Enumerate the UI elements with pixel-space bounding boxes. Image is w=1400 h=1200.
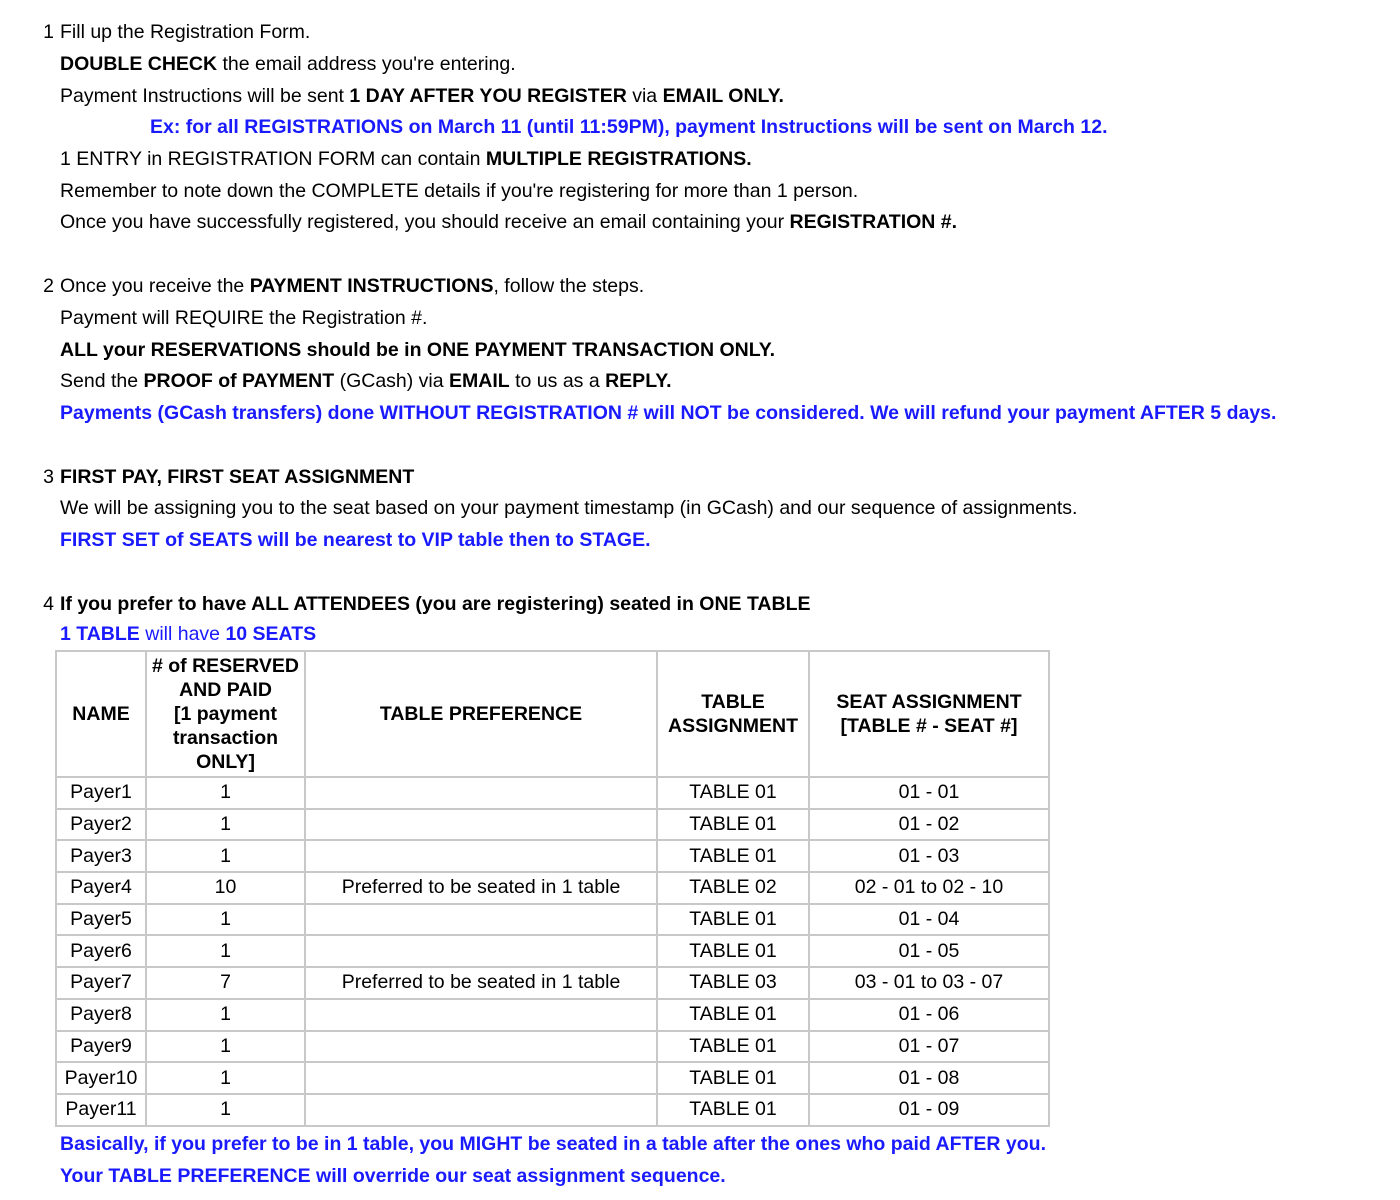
cell-table-preference [305, 999, 657, 1031]
one-table-strong: 1 TABLE [60, 623, 140, 645]
header-reserved-line2: AND PAID [179, 679, 272, 701]
cell-table-preference [305, 1094, 657, 1126]
pay-email-only: EMAIL ONLY. [662, 85, 784, 107]
cell-table-preference [305, 935, 657, 967]
step2-receive [60, 270, 644, 302]
cell-name: Payer11 [56, 1094, 146, 1126]
cell-reserved-count: 7 [146, 967, 305, 999]
cell-table-preference [305, 809, 657, 841]
cell-table-assignment: TABLE 01 [657, 777, 809, 809]
cell-reserved-count: 10 [146, 872, 305, 904]
ten-seats-strong: 10 SEATS [225, 623, 317, 645]
cell-seat-assignment: 01 - 09 [809, 1094, 1049, 1126]
step1-once-registered [60, 206, 957, 238]
cell-seat-assignment: 01 - 04 [809, 904, 1049, 936]
header-reserved-line4: transaction [172, 727, 279, 749]
cell-name: Payer2 [56, 809, 146, 841]
table-row [56, 1094, 1049, 1126]
step2-all-reservations: ALL your RESERVATIONS should be in ONE PAYMENT TRANSACTION ONLY. [60, 339, 776, 361]
once-strong: REGISTRATION #. [789, 211, 958, 233]
cell-table-preference [305, 1031, 657, 1063]
once-prefix: Once you have successfully registered, you should receive an email containing your [60, 211, 790, 233]
cell-table-assignment: TABLE 01 [657, 999, 809, 1031]
cell-table-assignment: TABLE 01 [657, 904, 809, 936]
table-row [56, 999, 1049, 1031]
table-row [56, 777, 1049, 809]
cell-table-assignment: TABLE 01 [657, 809, 809, 841]
cell-table-assignment: TABLE 01 [657, 840, 809, 872]
cell-table-assignment: TABLE 01 [657, 1062, 809, 1094]
cell-seat-assignment: 01 - 05 [809, 935, 1049, 967]
send-mid2: to us as a [509, 370, 606, 392]
cell-name: Payer3 [56, 840, 146, 872]
cell-seat-assignment: 03 - 01 to 03 - 07 [809, 967, 1049, 999]
header-reserved-line3: [1 payment [174, 703, 277, 725]
table-row [56, 840, 1049, 872]
step1-double-check [60, 48, 516, 80]
cell-name: Payer9 [56, 1031, 146, 1063]
table-row [56, 809, 1049, 841]
send-reply: REPLY. [605, 370, 672, 392]
cell-table-preference [305, 904, 657, 936]
pay-prefix: Payment Instructions will be sent [60, 85, 350, 107]
header-seat-assignment [809, 651, 1049, 777]
header-name: NAME [56, 651, 146, 777]
cell-reserved-count: 1 [146, 777, 305, 809]
table-row [56, 967, 1049, 999]
header-reserved [146, 651, 305, 777]
seat-assignment-table [55, 650, 1050, 1127]
cell-name: Payer10 [56, 1062, 146, 1094]
step3-body: We will be assigning you to the seat based on your payment timestamp (in GCash) and our sequence of assignments. [60, 497, 1078, 519]
header-table-preference: TABLE PREFERENCE [305, 651, 657, 777]
cell-table-preference [305, 777, 657, 809]
step1-example: Ex: for all REGISTRATIONS on March 11 (until 11:59PM), payment Instructions will be sent on March 12. [150, 116, 1108, 138]
cell-reserved-count: 1 [146, 904, 305, 936]
cell-table-assignment: TABLE 02 [657, 872, 809, 904]
step4-title: If you prefer to have ALL ATTENDEES (you are registering) seated in ONE TABLE [60, 593, 811, 615]
header-reserved-line5: ONLY] [196, 751, 255, 773]
step-number-3: 3 [43, 466, 54, 488]
pay-via: via [626, 85, 663, 107]
receive-strong: PAYMENT INSTRUCTIONS [249, 275, 494, 297]
step1-entry [60, 143, 752, 175]
step2-require: Payment will REQUIRE the Registration #. [60, 307, 428, 329]
receive-suffix: , follow the steps. [493, 275, 645, 297]
table-row [56, 1031, 1049, 1063]
receive-prefix: Once you receive the [60, 275, 250, 297]
cell-reserved-count: 1 [146, 1031, 305, 1063]
step1-fill-form: Fill up the Registration Form. [60, 21, 311, 43]
cell-table-assignment: TABLE 01 [657, 935, 809, 967]
table-row [56, 904, 1049, 936]
send-proof: PROOF of PAYMENT [143, 370, 335, 392]
cell-name: Payer5 [56, 904, 146, 936]
table-row [56, 1062, 1049, 1094]
step-number-2: 2 [43, 275, 54, 297]
cell-reserved-count: 1 [146, 935, 305, 967]
header-table-assignment [657, 651, 809, 777]
cell-seat-assignment: 01 - 02 [809, 809, 1049, 841]
cell-seat-assignment: 01 - 01 [809, 777, 1049, 809]
cell-name: Payer7 [56, 967, 146, 999]
step2-send-proof [60, 365, 672, 397]
cell-reserved-count: 1 [146, 1062, 305, 1094]
entry-prefix: 1 ENTRY in REGISTRATION FORM can contain [60, 148, 486, 170]
cell-table-assignment: TABLE 01 [657, 1031, 809, 1063]
pay-when: 1 DAY AFTER YOU REGISTER [349, 85, 627, 107]
cell-table-assignment: TABLE 03 [657, 967, 809, 999]
double-check-strong: DOUBLE CHECK [60, 53, 218, 75]
send-email: EMAIL [449, 370, 510, 392]
cell-reserved-count: 1 [146, 999, 305, 1031]
header-seat-line2: [TABLE # - SEAT #] [840, 715, 1018, 737]
cell-reserved-count: 1 [146, 840, 305, 872]
cell-reserved-count: 1 [146, 809, 305, 841]
step4-footer-1: Basically, if you prefer to be in 1 table, you MIGHT be seated in a table after the ones who paid AFTER you. [60, 1133, 1047, 1155]
cell-name: Payer4 [56, 872, 146, 904]
send-prefix: Send the [60, 370, 144, 392]
step1-payment-instructions [60, 80, 784, 112]
cell-reserved-count: 1 [146, 1094, 305, 1126]
cell-seat-assignment: 01 - 03 [809, 840, 1049, 872]
cell-seat-assignment: 01 - 08 [809, 1062, 1049, 1094]
send-mid: (GCash) via [334, 370, 450, 392]
step4-footer-2: Your TABLE PREFERENCE will override our seat assignment sequence. [60, 1165, 726, 1187]
step-number-1: 1 [43, 21, 54, 43]
table-header-row [56, 651, 1049, 777]
cell-name: Payer8 [56, 999, 146, 1031]
step4-table-seats [60, 618, 316, 650]
cell-seat-assignment: 02 - 01 to 02 - 10 [809, 872, 1049, 904]
header-reserved-line1: # of RESERVED [151, 655, 299, 677]
step3-title: FIRST PAY, FIRST SEAT ASSIGNMENT [60, 466, 415, 488]
cell-name: Payer6 [56, 935, 146, 967]
step3-note: FIRST SET of SEATS will be nearest to VIP table then to STAGE. [60, 529, 651, 551]
step-number-4: 4 [43, 593, 54, 615]
cell-table-preference [305, 1062, 657, 1094]
table-row [56, 872, 1049, 904]
cell-table-preference: Preferred to be seated in 1 table [305, 872, 657, 904]
cell-seat-assignment: 01 - 06 [809, 999, 1049, 1031]
cell-table-assignment: TABLE 01 [657, 1094, 809, 1126]
cell-seat-assignment: 01 - 07 [809, 1031, 1049, 1063]
double-check-rest: the email address you're entering. [217, 53, 516, 75]
header-seat-line1: SEAT ASSIGNMENT [836, 691, 1022, 713]
header-assignment-line2: ASSIGNMENT [667, 715, 798, 737]
header-assignment-line1: TABLE [701, 691, 765, 713]
cell-table-preference: Preferred to be seated in 1 table [305, 967, 657, 999]
table-row [56, 935, 1049, 967]
cell-name: Payer1 [56, 777, 146, 809]
table-mid: will have [139, 623, 226, 645]
table-body [56, 777, 1049, 1126]
step1-remember: Remember to note down the COMPLETE details if you're registering for more than 1 person. [60, 180, 859, 202]
step2-warning: Payments (GCash transfers) done WITHOUT REGISTRATION # will NOT be considered. We will refund your payment AFTER 5 days. [60, 402, 1277, 424]
cell-table-preference [305, 840, 657, 872]
entry-strong: MULTIPLE REGISTRATIONS. [485, 148, 752, 170]
